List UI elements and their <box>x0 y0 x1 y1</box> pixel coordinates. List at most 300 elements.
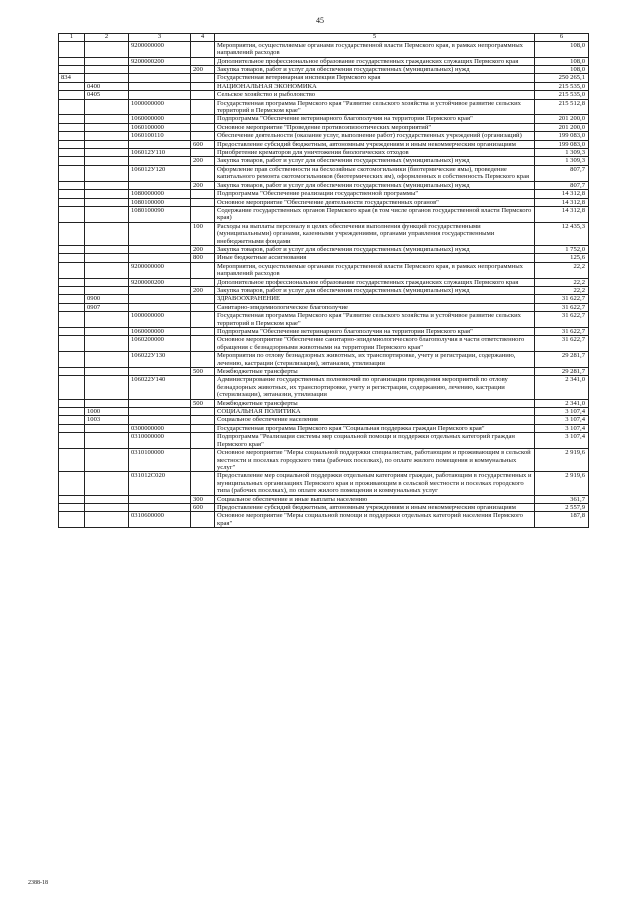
code-section <box>85 433 129 449</box>
code-section <box>85 206 129 222</box>
row-amount: 215 535,0 <box>535 91 589 99</box>
code-expense-type: 200 <box>191 181 215 189</box>
code-target: 0300000000 <box>129 424 191 432</box>
table-row <box>59 416 589 424</box>
row-name: Государственная ветеринарная инспекция Пермского края <box>215 74 535 82</box>
code-expense-type: 800 <box>191 254 215 262</box>
code-target <box>129 286 191 294</box>
code-target: 1000000000 <box>129 99 191 115</box>
code-expense-type: 200 <box>191 157 215 165</box>
code-expense-type <box>191 472 215 495</box>
code-section: 0400 <box>85 82 129 90</box>
code-target <box>129 74 191 82</box>
column-number-4: 4 <box>191 34 215 42</box>
code-expense-type: 300 <box>191 495 215 503</box>
code-expense-type <box>191 449 215 472</box>
table-row <box>59 352 589 368</box>
code-ministry <box>59 82 85 90</box>
table-row <box>59 66 589 74</box>
code-expense-type <box>191 190 215 198</box>
code-section <box>85 503 129 511</box>
code-expense-type <box>191 132 215 140</box>
table-row <box>59 512 589 528</box>
row-name: Подпрограмма "Обеспечение реализации государственной программы" <box>215 190 535 198</box>
row-amount: 3 107,4 <box>535 433 589 449</box>
row-amount: 199 083,0 <box>535 140 589 148</box>
row-name: Закупка товаров, работ и услуг для обеспечения государственных (муниципальных) нужд <box>215 66 535 74</box>
code-target <box>129 157 191 165</box>
code-ministry <box>59 503 85 511</box>
code-expense-type <box>191 115 215 123</box>
row-amount: 14 312,8 <box>535 190 589 198</box>
row-amount: 3 107,4 <box>535 408 589 416</box>
code-target: 9200000200 <box>129 57 191 65</box>
code-section: 0900 <box>85 295 129 303</box>
row-name: Социальное обеспечение и иные выплаты населению <box>215 495 535 503</box>
code-section <box>85 399 129 407</box>
row-amount: 1 309,3 <box>535 149 589 157</box>
code-ministry <box>59 262 85 278</box>
code-target <box>129 222 191 245</box>
code-ministry <box>59 336 85 352</box>
table-row <box>59 132 589 140</box>
code-ministry <box>59 66 85 74</box>
row-amount: 108,0 <box>535 66 589 74</box>
code-section <box>85 157 129 165</box>
table-row <box>59 190 589 198</box>
table-row <box>59 408 589 416</box>
code-expense-type <box>191 295 215 303</box>
row-amount: 22,2 <box>535 262 589 278</box>
code-ministry <box>59 206 85 222</box>
row-name: Предоставление субсидий бюджетным, автономным учреждениям и иным некоммерческим организациям <box>215 140 535 148</box>
code-target <box>129 303 191 311</box>
code-section: 1000 <box>85 408 129 416</box>
code-section <box>85 472 129 495</box>
code-target <box>129 82 191 90</box>
code-target: 031012С020 <box>129 472 191 495</box>
row-amount: 199 083,0 <box>535 132 589 140</box>
code-ministry <box>59 472 85 495</box>
table-row <box>59 472 589 495</box>
table-row <box>59 123 589 131</box>
code-target <box>129 399 191 407</box>
code-section <box>85 41 129 57</box>
row-amount: 12 435,3 <box>535 222 589 245</box>
row-amount: 201 200,0 <box>535 123 589 131</box>
row-name: Дополнительное профессиональное образование государственных гражданских служащих Пермского края <box>215 57 535 65</box>
code-target: 9200000000 <box>129 262 191 278</box>
row-name: Сельское хозяйство и рыболовство <box>215 91 535 99</box>
code-target: 1060000000 <box>129 328 191 336</box>
code-section <box>85 286 129 294</box>
row-name: Предоставление субсидий бюджетным, автономным учреждениям и иным некоммерческим организациям <box>215 503 535 511</box>
code-target: 106022У140 <box>129 376 191 399</box>
code-target <box>129 66 191 74</box>
row-name: Межбюджетные трансферты <box>215 399 535 407</box>
code-section <box>85 57 129 65</box>
code-expense-type: 200 <box>191 286 215 294</box>
code-section <box>85 368 129 376</box>
table-row <box>59 503 589 511</box>
row-name: Подпрограмма "Обеспечение ветеринарного благополучия на территории Пермского края" <box>215 328 535 336</box>
row-amount: 807,7 <box>535 165 589 181</box>
row-amount: 2 341,0 <box>535 376 589 399</box>
code-section <box>85 336 129 352</box>
code-expense-type <box>191 91 215 99</box>
code-section <box>85 278 129 286</box>
row-name: Государственная программа Пермского края "Развитие сельского хозяйства и устойчивое развитие сельских территорий в Пермском крае" <box>215 312 535 328</box>
code-target: 1080100000 <box>129 198 191 206</box>
code-section <box>85 262 129 278</box>
code-expense-type <box>191 41 215 57</box>
row-name: Обеспечение деятельности (оказание услуг, выполнение работ) государственных учреждений (организаций) <box>215 132 535 140</box>
code-section <box>85 123 129 131</box>
code-section <box>85 424 129 432</box>
row-name: Мероприятия по отлову безнадзорных животных, их транспортировке, учету и регистрации, содержанию, лечению, кастрации (стерилизации), эвтаназии, утилизации <box>215 352 535 368</box>
code-ministry <box>59 424 85 432</box>
code-expense-type: 200 <box>191 245 215 253</box>
code-expense-type <box>191 433 215 449</box>
code-ministry <box>59 198 85 206</box>
row-amount: 1 752,0 <box>535 245 589 253</box>
row-amount: 215 535,0 <box>535 82 589 90</box>
code-expense-type <box>191 149 215 157</box>
code-expense-type: 600 <box>191 140 215 148</box>
table-row <box>59 57 589 65</box>
code-target: 1060100000 <box>129 123 191 131</box>
code-ministry <box>59 303 85 311</box>
code-section <box>85 132 129 140</box>
code-ministry <box>59 278 85 286</box>
code-ministry <box>59 376 85 399</box>
table-row <box>59 245 589 253</box>
code-ministry <box>59 91 85 99</box>
table-row <box>59 181 589 189</box>
row-amount: 108,0 <box>535 41 589 57</box>
table-row <box>59 222 589 245</box>
code-ministry <box>59 512 85 528</box>
code-expense-type <box>191 165 215 181</box>
row-name: Предоставление мер социальной поддержки отдельным категориям граждан, работающим в государственных и муниципальных организациях Пермского края и проживающим в сельской местности и поселках городского типа (рабочих поселках), по оплате жилого помещения и коммунальных услуг <box>215 472 535 495</box>
column-number-6: 6 <box>535 34 589 42</box>
code-section <box>85 181 129 189</box>
code-section <box>85 222 129 245</box>
row-name: Межбюджетные трансферты <box>215 368 535 376</box>
code-expense-type: 500 <box>191 368 215 376</box>
row-name: ЗДРАВООХРАНЕНИЕ <box>215 295 535 303</box>
code-section <box>85 74 129 82</box>
code-target <box>129 408 191 416</box>
code-target: 106012У120 <box>129 165 191 181</box>
code-ministry <box>59 132 85 140</box>
table-row <box>59 336 589 352</box>
code-expense-type: 500 <box>191 399 215 407</box>
row-amount: 2 557,9 <box>535 503 589 511</box>
table-row <box>59 149 589 157</box>
row-name: Основное мероприятие "Обеспечение деятельности государственных органов" <box>215 198 535 206</box>
table-row <box>59 115 589 123</box>
row-name: Закупка товаров, работ и услуг для обеспечения государственных (муниципальных) нужд <box>215 157 535 165</box>
row-name: Дополнительное профессиональное образование государственных гражданских служащих Пермского края <box>215 278 535 286</box>
table-row <box>59 286 589 294</box>
row-amount: 215 512,8 <box>535 99 589 115</box>
row-name: Иные бюджетные ассигнования <box>215 254 535 262</box>
row-amount: 125,6 <box>535 254 589 262</box>
table-row <box>59 449 589 472</box>
code-ministry <box>59 181 85 189</box>
code-section <box>85 140 129 148</box>
budget-table <box>58 33 589 528</box>
code-expense-type <box>191 352 215 368</box>
code-ministry <box>59 433 85 449</box>
column-number-3: 3 <box>129 34 191 42</box>
code-ministry <box>59 495 85 503</box>
code-section <box>85 66 129 74</box>
code-section <box>85 115 129 123</box>
row-amount: 22,2 <box>535 286 589 294</box>
table-row <box>59 303 589 311</box>
row-amount: 2 341,0 <box>535 399 589 407</box>
code-target <box>129 416 191 424</box>
code-section <box>85 352 129 368</box>
row-amount: 29 281,7 <box>535 352 589 368</box>
table-row <box>59 165 589 181</box>
code-target <box>129 254 191 262</box>
code-section <box>85 312 129 328</box>
code-target: 9200000000 <box>129 41 191 57</box>
row-amount: 31 622,7 <box>535 312 589 328</box>
row-amount: 31 622,7 <box>535 303 589 311</box>
code-ministry <box>59 57 85 65</box>
code-section <box>85 376 129 399</box>
footer-code: 2388-18 <box>28 880 48 886</box>
table-row <box>59 41 589 57</box>
code-section: 0907 <box>85 303 129 311</box>
row-amount: 2 919,6 <box>535 472 589 495</box>
table-row <box>59 140 589 148</box>
row-name: Санитарно-эпидемиологическое благополучие <box>215 303 535 311</box>
table-row <box>59 82 589 90</box>
row-name: Закупка товаров, работ и услуг для обеспечения государственных (муниципальных) нужд <box>215 245 535 253</box>
row-name: Мероприятия, осуществляемые органами государственной власти Пермского края, в рамках непрограммных направлений расходов <box>215 262 535 278</box>
code-section <box>85 449 129 472</box>
code-expense-type <box>191 512 215 528</box>
code-target: 1000000000 <box>129 312 191 328</box>
row-name: Администрирование государственных полномочий по организации проведения мероприятий по отлову безнадзорных животных, их транспортировке, учету и регистрации, содержанию, лечению, кастрации (стерилизации), эвтаназии, утилизации <box>215 376 535 399</box>
code-ministry <box>59 41 85 57</box>
row-amount: 14 312,8 <box>535 198 589 206</box>
table-row <box>59 206 589 222</box>
row-name: Приобретение крематоров для уничтожения биологических отходов <box>215 149 535 157</box>
code-target: 1080100090 <box>129 206 191 222</box>
table-row <box>59 424 589 432</box>
row-name: Закупка товаров, работ и услуг для обеспечения государственных (муниципальных) нужд <box>215 181 535 189</box>
code-ministry <box>59 190 85 198</box>
code-target: 1060100110 <box>129 132 191 140</box>
row-name: Государственная программа Пермского края "Социальная поддержка граждан Пермского края" <box>215 424 535 432</box>
row-amount: 2 919,6 <box>535 449 589 472</box>
code-expense-type <box>191 424 215 432</box>
code-target <box>129 495 191 503</box>
code-expense-type <box>191 206 215 222</box>
code-target: 1080000000 <box>129 190 191 198</box>
code-ministry: 834 <box>59 74 85 82</box>
code-expense-type: 200 <box>191 66 215 74</box>
row-name: Государственная программа Пермского края "Развитие сельского хозяйства и устойчивое развитие сельских территорий в Пермском крае" <box>215 99 535 115</box>
code-ministry <box>59 149 85 157</box>
code-ministry <box>59 286 85 294</box>
code-ministry <box>59 408 85 416</box>
row-name: Содержание государственных органов Пермского края (в том числе органов государственной власти Пермского края) <box>215 206 535 222</box>
code-ministry <box>59 99 85 115</box>
code-section <box>85 328 129 336</box>
code-expense-type: 100 <box>191 222 215 245</box>
code-ministry <box>59 165 85 181</box>
row-amount: 31 622,7 <box>535 336 589 352</box>
code-target <box>129 91 191 99</box>
code-expense-type <box>191 328 215 336</box>
row-amount: 3 107,4 <box>535 424 589 432</box>
column-number-2: 2 <box>85 34 129 42</box>
table-row <box>59 312 589 328</box>
code-section: 0405 <box>85 91 129 99</box>
code-section <box>85 190 129 198</box>
table-header-row <box>59 34 589 42</box>
code-expense-type <box>191 312 215 328</box>
code-section <box>85 198 129 206</box>
table-row <box>59 376 589 399</box>
code-expense-type <box>191 408 215 416</box>
row-name: НАЦИОНАЛЬНАЯ ЭКОНОМИКА <box>215 82 535 90</box>
table-row <box>59 278 589 286</box>
row-name: Основное мероприятие "Меры социальной помощи и поддержки отдельных категорий населения Пермского края" <box>215 512 535 528</box>
code-section <box>85 245 129 253</box>
row-name: Подпрограмма "Реализация системы мер социальной помощи и поддержки отдельных категорий граждан Пермского края" <box>215 433 535 449</box>
table-row <box>59 328 589 336</box>
row-name: Социальное обеспечение населения <box>215 416 535 424</box>
table-row <box>59 368 589 376</box>
code-expense-type <box>191 198 215 206</box>
row-name: Закупка товаров, работ и услуг для обеспечения государственных (муниципальных) нужд <box>215 286 535 294</box>
column-number-5: 5 <box>215 34 535 42</box>
code-ministry <box>59 352 85 368</box>
row-amount: 22,2 <box>535 278 589 286</box>
column-number-1: 1 <box>59 34 85 42</box>
code-section <box>85 512 129 528</box>
code-ministry <box>59 123 85 131</box>
code-ministry <box>59 295 85 303</box>
table-row <box>59 198 589 206</box>
code-target: 0310000000 <box>129 433 191 449</box>
row-name: Оформление прав собственности на бесхозяйные скотомогильники (биотермические ямы), проведение капитального ремонта скотомогильников (биотермических ям), оформленных в собственность Пермского края <box>215 165 535 181</box>
table-row <box>59 99 589 115</box>
page-number: 45 <box>316 16 324 25</box>
table-row <box>59 433 589 449</box>
row-name: Подпрограмма "Обеспечение ветеринарного благополучия на территории Пермского края" <box>215 115 535 123</box>
table-row <box>59 495 589 503</box>
code-ministry <box>59 157 85 165</box>
code-section <box>85 165 129 181</box>
code-ministry <box>59 312 85 328</box>
row-amount: 201 200,0 <box>535 115 589 123</box>
row-amount: 250 265,1 <box>535 74 589 82</box>
table-row <box>59 399 589 407</box>
code-target: 1060000000 <box>129 115 191 123</box>
row-amount: 29 281,7 <box>535 368 589 376</box>
table-row <box>59 74 589 82</box>
code-expense-type <box>191 123 215 131</box>
code-target <box>129 181 191 189</box>
row-name: Основное мероприятие "Проведение противоэпизоотических мероприятий" <box>215 123 535 131</box>
row-amount: 3 107,4 <box>535 416 589 424</box>
code-target <box>129 368 191 376</box>
code-target <box>129 140 191 148</box>
row-name: Мероприятия, осуществляемые органами государственной власти Пермского края, в рамках непрограммных направлений расходов <box>215 41 535 57</box>
row-amount: 807,7 <box>535 181 589 189</box>
code-section <box>85 254 129 262</box>
code-section <box>85 495 129 503</box>
code-expense-type <box>191 262 215 278</box>
code-section: 1003 <box>85 416 129 424</box>
row-amount: 14 312,8 <box>535 206 589 222</box>
code-expense-type <box>191 278 215 286</box>
table-row <box>59 262 589 278</box>
code-ministry <box>59 449 85 472</box>
table-row <box>59 91 589 99</box>
code-expense-type <box>191 376 215 399</box>
code-target: 106012У110 <box>129 149 191 157</box>
row-amount: 31 622,7 <box>535 328 589 336</box>
row-amount: 31 622,7 <box>535 295 589 303</box>
table-row <box>59 157 589 165</box>
row-amount: 108,0 <box>535 57 589 65</box>
row-name: Основное мероприятие "Меры социальной поддержки специалистам, работающим и проживающим в сельской местности и поселках городского типа (рабочих поселках), по оплате жилого помещения и коммунальных услуг" <box>215 449 535 472</box>
code-expense-type <box>191 74 215 82</box>
table-row <box>59 254 589 262</box>
code-ministry <box>59 368 85 376</box>
code-ministry <box>59 254 85 262</box>
code-target: 106022У130 <box>129 352 191 368</box>
row-amount: 361,7 <box>535 495 589 503</box>
code-ministry <box>59 416 85 424</box>
code-target <box>129 295 191 303</box>
row-amount: 187,8 <box>535 512 589 528</box>
code-section <box>85 99 129 115</box>
row-name: Расходы на выплаты персоналу в целях обеспечения выполнения функций государственными (муниципальными) органами, казенными учреждениями, органами управления государственными внебюджетными фондами <box>215 222 535 245</box>
row-name: Основное мероприятие "Обеспечение санитарно-эпидемиологического благополучия в части ответственного обращения с безнадзорными животными на территории Пермского края" <box>215 336 535 352</box>
code-target <box>129 503 191 511</box>
code-expense-type <box>191 303 215 311</box>
code-ministry <box>59 115 85 123</box>
code-ministry <box>59 399 85 407</box>
code-ministry <box>59 222 85 245</box>
code-target: 1060200000 <box>129 336 191 352</box>
code-section <box>85 149 129 157</box>
table-row <box>59 295 589 303</box>
code-expense-type <box>191 99 215 115</box>
code-expense-type <box>191 336 215 352</box>
code-ministry <box>59 328 85 336</box>
row-name: СОЦИАЛЬНАЯ ПОЛИТИКА <box>215 408 535 416</box>
code-ministry <box>59 140 85 148</box>
row-amount: 1 309,3 <box>535 157 589 165</box>
code-target <box>129 245 191 253</box>
code-target: 0310100000 <box>129 449 191 472</box>
code-target: 9200000200 <box>129 278 191 286</box>
code-ministry <box>59 245 85 253</box>
code-target: 0310600000 <box>129 512 191 528</box>
